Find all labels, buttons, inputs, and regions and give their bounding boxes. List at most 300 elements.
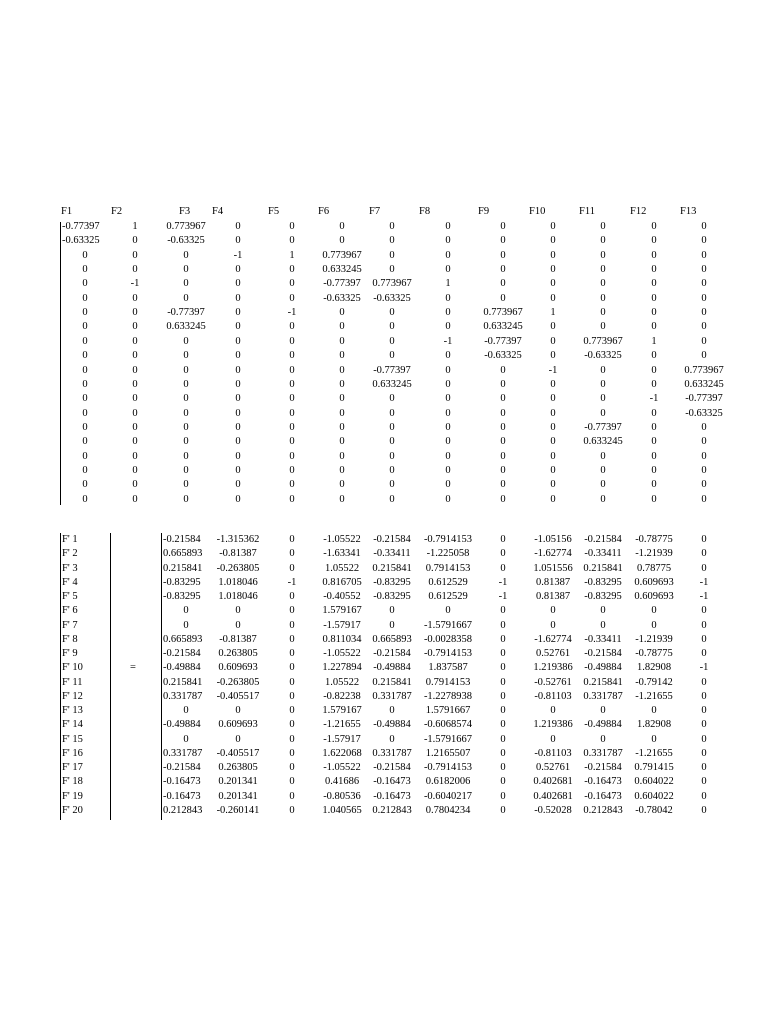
- matrix-cell: 0: [701, 436, 707, 448]
- matrix-cell: 0: [701, 719, 707, 731]
- matrix-cell: 0: [701, 562, 707, 574]
- matrix-cell: 0: [289, 648, 295, 659]
- matrix-cell: -1.21939: [635, 633, 673, 645]
- matrix-cell: 1.018046: [218, 576, 258, 588]
- column-header: F5: [268, 206, 280, 217]
- matrix-cell: 0: [235, 278, 241, 290]
- matrix-cell: 1.579167: [322, 605, 362, 617]
- matrix-cell: -0.21584: [584, 648, 622, 659]
- matrix-cell: -0.16473: [584, 776, 622, 788]
- matrix-cell: 0: [82, 436, 88, 448]
- matrix-cell: 0: [183, 619, 189, 631]
- matrix-cell: 0.212843: [583, 804, 623, 816]
- matrix-cell: 0: [550, 436, 556, 448]
- matrix-cell: 0: [389, 221, 395, 232]
- matrix-cell: 0: [389, 350, 395, 362]
- matrix-cell: 0: [651, 221, 657, 232]
- matrix-cell: -1.21655: [323, 719, 361, 731]
- matrix-cell: 0: [339, 307, 345, 319]
- matrix-cell: 0: [500, 619, 506, 631]
- matrix-cell: 0.773967: [583, 335, 623, 347]
- matrix-cell: 0: [82, 321, 88, 333]
- matrix-cell: 0: [339, 393, 345, 405]
- matrix-cell: 0: [600, 321, 606, 333]
- matrix-cell: -0.63325: [167, 235, 205, 247]
- matrix-cell: 0: [183, 350, 189, 362]
- matrix-cell: 0: [600, 393, 606, 405]
- matrix-cell: -0.77397: [584, 421, 622, 433]
- matrix-cell: 0: [289, 264, 295, 276]
- matrix-cell: 0: [550, 705, 556, 716]
- matrix-cell: 0: [445, 364, 451, 376]
- matrix-cell: -0.16473: [373, 776, 411, 788]
- matrix-cell: -1.21655: [635, 690, 673, 702]
- matrix-cell: 0: [183, 479, 189, 491]
- matrix-cell: 1.837587: [428, 662, 468, 674]
- matrix-cell: 0: [701, 605, 707, 617]
- matrix-cell: 0.331787: [372, 747, 412, 759]
- matrix-cell: 0: [651, 436, 657, 448]
- matrix-cell: 0.816705: [322, 576, 362, 588]
- matrix-cell: -0.21584: [163, 648, 201, 659]
- matrix-cell: 0: [500, 776, 506, 788]
- matrix-cell: 0.773967: [372, 278, 412, 290]
- matrix-cell: 0: [132, 493, 138, 505]
- matrix-cell: -0.63325: [323, 292, 361, 304]
- matrix-cell: 0: [445, 464, 451, 476]
- matrix-cell: 0: [651, 421, 657, 433]
- matrix-cell: 0: [339, 335, 345, 347]
- matrix-cell: 0: [235, 335, 241, 347]
- matrix-cell: 0: [500, 278, 506, 290]
- matrix-cell: -0.21584: [584, 762, 622, 773]
- matrix-cell: -0.21584: [373, 648, 411, 659]
- matrix-cell: -0.21584: [163, 762, 201, 773]
- matrix-cell: 0.604022: [634, 790, 674, 802]
- matrix-cell: 1.051556: [533, 562, 573, 574]
- matrix-cell: 0: [289, 493, 295, 505]
- matrix-cell: 0: [500, 407, 506, 419]
- matrix-cell: 0.665893: [163, 633, 203, 645]
- matrix-cell: 0: [701, 350, 707, 362]
- matrix-cell: 0: [339, 421, 345, 433]
- vector-label: F' 18: [62, 776, 83, 788]
- matrix-cell: 0: [550, 733, 556, 745]
- matrix-cell: -0.52028: [534, 804, 572, 816]
- matrix-cell: -1: [498, 576, 508, 588]
- matrix-cell: 0: [651, 292, 657, 304]
- matrix-cell: -1: [699, 591, 709, 602]
- vector-label: F' 15: [62, 733, 83, 745]
- matrix-cell: -0.63325: [62, 235, 100, 247]
- matrix-cell: 0: [183, 335, 189, 347]
- matrix-cell: -1: [649, 393, 659, 405]
- matrix-cell: 1: [132, 221, 138, 232]
- matrix-cell: -1.21655: [635, 747, 673, 759]
- matrix-cell: 0: [651, 450, 657, 462]
- matrix-cell: 0: [289, 719, 295, 731]
- matrix-cell: 0: [82, 307, 88, 319]
- matrix-cell: 0: [289, 605, 295, 617]
- matrix-cell: 0: [82, 249, 88, 261]
- matrix-cell: 0: [132, 479, 138, 491]
- column-header: F4: [212, 206, 224, 217]
- matrix-cell: 0: [289, 292, 295, 304]
- matrix-cell: 0: [500, 662, 506, 674]
- matrix-cell: -0.16473: [163, 776, 201, 788]
- matrix-cell: -0.78775: [635, 534, 673, 545]
- matrix-cell: 1.5791667: [425, 705, 471, 716]
- matrix-cell: 0.212843: [163, 804, 203, 816]
- matrix-cell: 0: [550, 407, 556, 419]
- matrix-cell: -0.63325: [373, 292, 411, 304]
- matrix-cell: 0.7914153: [425, 676, 471, 688]
- matrix-cell: 0: [183, 249, 189, 261]
- matrix-cell: -0.78775: [635, 648, 673, 659]
- matrix-cell: -0.63325: [584, 350, 622, 362]
- matrix-cell: 0: [289, 733, 295, 745]
- matrix-cell: -1: [498, 591, 508, 602]
- vector-label: F' 14: [62, 719, 83, 731]
- vector-label: F' 1: [62, 534, 78, 545]
- matrix-cell: 0: [651, 493, 657, 505]
- matrix-cell: 0.609693: [634, 591, 674, 602]
- matrix-left-bracket: [161, 533, 162, 820]
- matrix-cell: 0.773967: [684, 364, 724, 376]
- matrix-cell: 0: [235, 705, 241, 716]
- matrix-cell: -0.21584: [373, 762, 411, 773]
- matrix-cell: -0.77397: [323, 278, 361, 290]
- matrix-cell: 0: [701, 790, 707, 802]
- matrix-cell: 0: [500, 364, 506, 376]
- matrix-cell: 0: [550, 292, 556, 304]
- matrix-cell: 0: [600, 292, 606, 304]
- column-header: F1: [61, 206, 73, 217]
- matrix-cell: 0: [235, 605, 241, 617]
- matrix-cell: 0: [235, 350, 241, 362]
- vector-label: F' 12: [62, 690, 83, 702]
- matrix-cell: -0.21584: [584, 534, 622, 545]
- matrix-cell: -0.405517: [216, 690, 260, 702]
- matrix-cell: 0.612529: [428, 576, 468, 588]
- matrix-cell: 1.227894: [322, 662, 362, 674]
- matrix-cell: 0: [701, 450, 707, 462]
- matrix-cell: 0: [445, 221, 451, 232]
- matrix-cell: -0.52761: [534, 676, 572, 688]
- matrix-cell: 0: [389, 493, 395, 505]
- matrix-cell: -0.81387: [219, 548, 257, 560]
- matrix-cell: 0: [600, 705, 606, 716]
- matrix-cell: 1.579167: [322, 705, 362, 716]
- matrix-cell: 0: [289, 619, 295, 631]
- matrix-cell: 0: [550, 278, 556, 290]
- matrix-cell: 0: [701, 747, 707, 759]
- matrix-cell: 0.402681: [533, 790, 573, 802]
- matrix-cell: 0: [183, 421, 189, 433]
- matrix-cell: 0: [289, 662, 295, 674]
- matrix-cell: 0: [701, 534, 707, 545]
- matrix-cell: 0: [445, 393, 451, 405]
- matrix-cell: 0: [550, 221, 556, 232]
- matrix-cell: -1.21939: [635, 548, 673, 560]
- matrix-cell: -0.83295: [373, 591, 411, 602]
- matrix-cell: 0: [132, 364, 138, 376]
- matrix-cell: 0: [389, 307, 395, 319]
- matrix-cell: 0: [651, 364, 657, 376]
- matrix-cell: 0: [235, 221, 241, 232]
- matrix-cell: 0: [339, 221, 345, 232]
- vector-label: F' 4: [62, 576, 78, 588]
- matrix-cell: -0.263805: [216, 562, 260, 574]
- matrix-cell: 0: [701, 307, 707, 319]
- matrix-cell: 0: [701, 804, 707, 816]
- matrix-cell: 0: [445, 450, 451, 462]
- matrix-cell: 0: [389, 605, 395, 617]
- matrix-cell: 0: [701, 292, 707, 304]
- matrix-cell: 0: [651, 464, 657, 476]
- matrix-cell: 0: [389, 436, 395, 448]
- matrix-cell: 0: [500, 393, 506, 405]
- matrix-cell: -0.16473: [584, 790, 622, 802]
- matrix-cell: 0: [339, 479, 345, 491]
- matrix-cell: 0.331787: [583, 690, 623, 702]
- matrix-cell: 1: [550, 307, 556, 319]
- matrix-cell: 0: [235, 733, 241, 745]
- matrix-cell: 0: [550, 605, 556, 617]
- matrix-cell: 0: [289, 364, 295, 376]
- matrix-cell: -0.83295: [163, 576, 201, 588]
- column-header: F8: [419, 206, 431, 217]
- matrix-cell: 0: [389, 450, 395, 462]
- matrix-cell: 0: [235, 421, 241, 433]
- matrix-cell: 0: [550, 619, 556, 631]
- vector-label: F' 20: [62, 804, 83, 816]
- matrix-cell: -0.63325: [484, 350, 522, 362]
- matrix-cell: 0: [445, 378, 451, 390]
- matrix-cell: 0: [500, 548, 506, 560]
- matrix-cell: 0: [500, 747, 506, 759]
- matrix-cell: -0.77397: [484, 335, 522, 347]
- matrix-cell: -0.7914153: [423, 762, 473, 773]
- matrix-cell: 0: [500, 733, 506, 745]
- matrix-cell: 0: [339, 350, 345, 362]
- matrix-cell: 0: [600, 450, 606, 462]
- matrix-cell: 0: [339, 235, 345, 247]
- matrix-cell: 0: [651, 278, 657, 290]
- matrix-cell: 0: [183, 278, 189, 290]
- column-header: F10: [529, 206, 546, 217]
- matrix-cell: 0: [500, 378, 506, 390]
- matrix-cell: 0: [445, 249, 451, 261]
- matrix-cell: 0: [132, 321, 138, 333]
- matrix-cell: 0: [289, 378, 295, 390]
- matrix-cell: 0: [235, 407, 241, 419]
- matrix-cell: -0.7914153: [423, 534, 473, 545]
- matrix-cell: 0: [132, 436, 138, 448]
- matrix-cell: 0: [500, 705, 506, 716]
- matrix-cell: 0: [132, 235, 138, 247]
- matrix-cell: 0: [550, 479, 556, 491]
- matrix-cell: 0: [289, 705, 295, 716]
- matrix-cell: -1: [130, 278, 140, 290]
- matrix-cell: 0: [389, 335, 395, 347]
- matrix-cell: 0: [445, 350, 451, 362]
- matrix-cell: 0: [701, 278, 707, 290]
- matrix-cell: 0: [600, 249, 606, 261]
- matrix-cell: 0: [339, 450, 345, 462]
- matrix-cell: 0: [500, 562, 506, 574]
- matrix-cell: 0: [289, 548, 295, 560]
- matrix-cell: -1: [699, 662, 709, 674]
- matrix-cell: 0: [389, 321, 395, 333]
- matrix-cell: -1.5791667: [423, 733, 473, 745]
- matrix-cell: 0: [651, 378, 657, 390]
- matrix-cell: 0: [600, 278, 606, 290]
- matrix-cell: 0: [500, 450, 506, 462]
- matrix-cell: 0: [600, 605, 606, 617]
- matrix-cell: -1.62774: [534, 633, 572, 645]
- matrix-cell: 0.263805: [218, 762, 258, 773]
- matrix-cell: 0: [550, 350, 556, 362]
- matrix-cell: 0: [132, 307, 138, 319]
- matrix-cell: 0: [550, 421, 556, 433]
- matrix-cell: 0.331787: [583, 747, 623, 759]
- matrix-cell: -1: [443, 335, 453, 347]
- matrix-cell: -1: [287, 576, 297, 588]
- matrix-cell: 0: [289, 464, 295, 476]
- matrix-cell: 0: [500, 235, 506, 247]
- matrix-cell: 1.05522: [324, 676, 360, 688]
- vector-label: F' 6: [62, 605, 78, 617]
- matrix-cell: 0: [132, 264, 138, 276]
- matrix-cell: 0.81387: [535, 591, 571, 602]
- matrix-cell: 0.331787: [372, 690, 412, 702]
- matrix-cell: 0.633245: [372, 378, 412, 390]
- matrix-cell: -0.40552: [323, 591, 361, 602]
- matrix-cell: 1.05522: [324, 562, 360, 574]
- matrix-cell: 0: [82, 278, 88, 290]
- matrix-cell: -1.62774: [534, 548, 572, 560]
- matrix-cell: 0: [389, 235, 395, 247]
- matrix-cell: -0.83295: [584, 591, 622, 602]
- matrix-cell: 0: [82, 264, 88, 276]
- matrix-cell: 0: [235, 493, 241, 505]
- matrix-cell: 0: [701, 705, 707, 716]
- matrix-cell: 0: [289, 762, 295, 773]
- matrix-cell: 0: [445, 307, 451, 319]
- matrix-cell: 0: [500, 264, 506, 276]
- matrix-cell: 0.773967: [322, 249, 362, 261]
- matrix-cell: 0: [289, 350, 295, 362]
- matrix-cell: -0.0028358: [423, 633, 473, 645]
- matrix-cell: 0: [500, 221, 506, 232]
- matrix-cell: 0: [235, 378, 241, 390]
- matrix-cell: 0: [183, 450, 189, 462]
- matrix-cell: 0: [289, 407, 295, 419]
- matrix-cell: 0.41686: [324, 776, 360, 788]
- matrix-cell: -0.49884: [373, 719, 411, 731]
- matrix-cell: -1.315362: [216, 534, 260, 545]
- matrix-cell: 0.215841: [372, 676, 412, 688]
- matrix-cell: -1.05522: [323, 648, 361, 659]
- matrix-cell: 0: [132, 292, 138, 304]
- matrix-cell: 0: [651, 307, 657, 319]
- matrix-cell: 1: [289, 249, 295, 261]
- vector-label: F' 2: [62, 548, 78, 560]
- matrix-cell: -0.16473: [163, 790, 201, 802]
- matrix-cell: 0: [289, 790, 295, 802]
- matrix-cell: 0: [651, 605, 657, 617]
- matrix-cell: 0: [389, 705, 395, 716]
- matrix-cell: 0.52761: [535, 762, 571, 773]
- matrix-cell: 0: [235, 464, 241, 476]
- matrix-cell: 0: [235, 364, 241, 376]
- matrix-cell: 0.7804234: [425, 804, 471, 816]
- matrix-cell: 0: [289, 235, 295, 247]
- matrix-cell: 0.633245: [483, 321, 523, 333]
- matrix-cell: -0.77397: [373, 364, 411, 376]
- matrix-cell: 0: [289, 562, 295, 574]
- matrix-cell: 0: [701, 264, 707, 276]
- vector-label: F' 17: [62, 762, 83, 773]
- matrix-cell: -1.5791667: [423, 619, 473, 631]
- matrix-cell: 0: [183, 264, 189, 276]
- matrix-cell: 0: [289, 479, 295, 491]
- matrix-cell: 0: [445, 493, 451, 505]
- matrix-cell: 0: [500, 719, 506, 731]
- matrix-cell: 0: [500, 464, 506, 476]
- matrix-cell: 0: [600, 407, 606, 419]
- matrix-cell: 0.201341: [218, 776, 258, 788]
- matrix-cell: 0.633245: [322, 264, 362, 276]
- matrix-cell: 0: [445, 436, 451, 448]
- matrix-cell: 0: [500, 690, 506, 702]
- matrix-cell: -0.263805: [216, 676, 260, 688]
- matrix-cell: 0: [82, 393, 88, 405]
- matrix-cell: 0: [701, 648, 707, 659]
- matrix-cell: 0: [651, 733, 657, 745]
- matrix-cell: 0: [445, 264, 451, 276]
- column-header: F7: [369, 206, 381, 217]
- matrix-cell: 0: [183, 292, 189, 304]
- matrix-cell: -0.83295: [163, 591, 201, 602]
- matrix-cell: 0: [500, 633, 506, 645]
- matrix-cell: 0: [289, 747, 295, 759]
- matrix-cell: 0: [389, 479, 395, 491]
- column-header: F9: [478, 206, 490, 217]
- matrix-cell: 1.219386: [533, 662, 573, 674]
- matrix-cell: -0.49884: [584, 662, 622, 674]
- matrix-cell: -0.405517: [216, 747, 260, 759]
- matrix-cell: 0: [600, 378, 606, 390]
- matrix-cell: -0.77397: [62, 221, 100, 232]
- matrix-cell: 0.665893: [372, 633, 412, 645]
- vector-label: F' 16: [62, 747, 83, 759]
- matrix-cell: 0: [235, 235, 241, 247]
- matrix-cell: 0: [651, 249, 657, 261]
- matrix-cell: 0: [132, 350, 138, 362]
- matrix-cell: 0: [500, 762, 506, 773]
- matrix-cell: 0: [183, 493, 189, 505]
- matrix-cell: -0.16473: [373, 790, 411, 802]
- matrix-cell: 0.201341: [218, 790, 258, 802]
- matrix-cell: 0: [183, 364, 189, 376]
- matrix-cell: 0: [183, 733, 189, 745]
- matrix-cell: 0: [289, 221, 295, 232]
- matrix-cell: 0.52761: [535, 648, 571, 659]
- vector-label: F' 13: [62, 705, 83, 716]
- label-column-left-rule: [60, 533, 61, 820]
